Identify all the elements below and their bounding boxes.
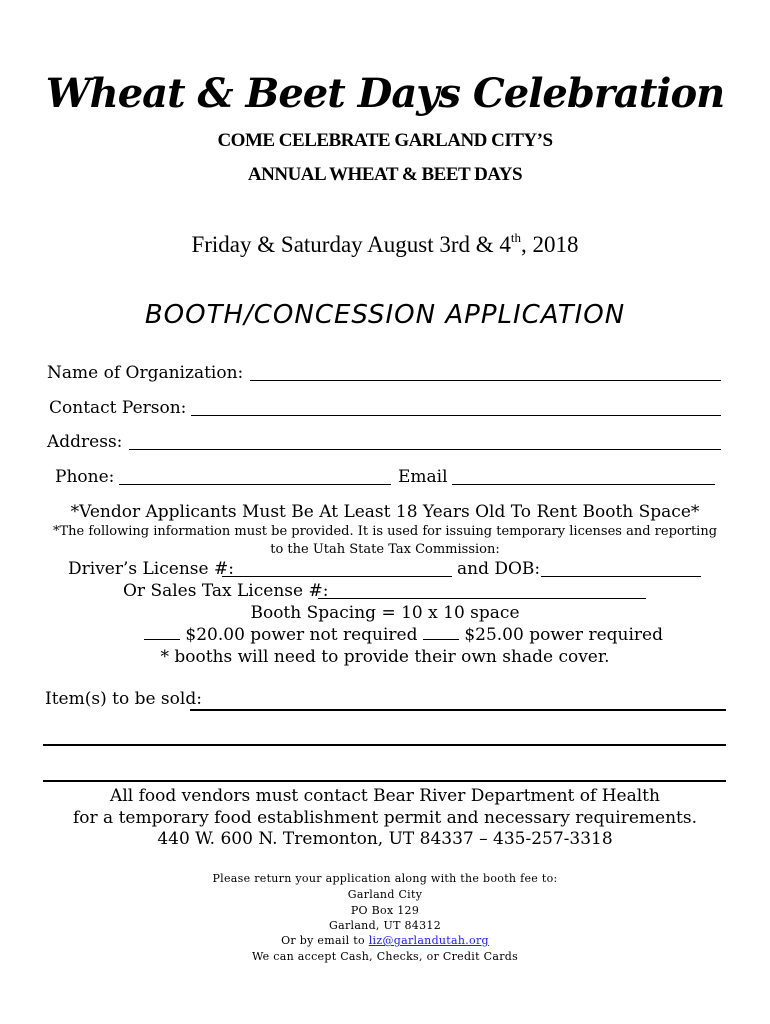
return-name: Garland City: [347, 888, 423, 901]
health-line-3: 440 W. 600 N. Tremonton, UT 84337 – 435-257-3318: [157, 829, 613, 849]
organization-field[interactable]: [250, 380, 721, 381]
dob-label: and DOB:: [457, 559, 541, 579]
return-po-box: PO Box 129: [350, 904, 420, 917]
email-line: [0, 934, 770, 947]
date-superscript: th: [510, 230, 522, 245]
event-title: Wheat & Beet Days Celebration: [45, 70, 725, 117]
sales-tax-field[interactable]: [318, 598, 646, 599]
subtitle-line-1: COME CELEBRATE GARLAND CITY’S: [217, 130, 553, 151]
subtitle-line-2: ANNUAL WHEAT & BEET DAYS: [247, 164, 523, 185]
info-notice-line-2: to the Utah State Tax Commission:: [270, 542, 500, 557]
phone-label: Phone:: [55, 467, 115, 487]
event-date: [0, 232, 770, 258]
booth-spacing: Booth Spacing = 10 x 10 space: [250, 603, 520, 623]
payment-methods: We can accept Cash, Checks, or Credit Cards: [251, 950, 519, 963]
address-field[interactable]: [129, 449, 721, 450]
sales-tax-label: Or Sales Tax License #:: [123, 581, 329, 601]
organization-label: Name of Organization:: [47, 363, 244, 383]
power-option-2-label: $25.00 power required: [464, 625, 663, 645]
email-prefix: Or by email to: [281, 934, 369, 947]
form-title: BOOTH/CONCESSION APPLICATION: [144, 300, 626, 330]
email-label: Email: [398, 467, 448, 487]
return-instructions: Please return your application along with the booth fee to:: [212, 872, 558, 885]
email-field[interactable]: [452, 484, 715, 485]
contact-field[interactable]: [191, 415, 721, 416]
drivers-license-field[interactable]: [222, 576, 452, 577]
items-field-line-2[interactable]: [43, 744, 726, 746]
power-options: [144, 625, 663, 645]
shade-notice: * booths will need to provide their own shade cover.: [160, 647, 610, 667]
email-link[interactable]: liz@garlandutah.org: [368, 934, 489, 947]
items-label: Item(s) to be sold:: [45, 689, 202, 709]
dob-field[interactable]: [541, 576, 701, 577]
health-line-2: for a temporary food establishment permit and necessary requirements.: [73, 808, 697, 828]
phone-field[interactable]: [119, 484, 391, 485]
contact-label: Contact Person:: [49, 398, 187, 418]
info-notice-line-1: *The following information must be provided. It is used for issuing temporary licenses and reporting: [52, 524, 718, 539]
date-suffix: , 2018: [521, 232, 579, 257]
address-label: Address:: [47, 432, 123, 452]
items-field-line-3[interactable]: [43, 780, 726, 782]
items-field-line-1[interactable]: [190, 709, 726, 711]
return-city: Garland, UT 84312: [329, 919, 441, 932]
power-option-1-checkbox[interactable]: [144, 639, 180, 640]
health-line-1: All food vendors must contact Bear River Department of Health: [110, 786, 660, 806]
drivers-license-label: Driver’s License #:: [68, 559, 234, 579]
age-notice: *Vendor Applicants Must Be At Least 18 Years Old To Rent Booth Space*: [70, 502, 700, 522]
date-prefix: Friday & Saturday August 3rd & 4: [191, 232, 511, 257]
power-option-1-label: $20.00 power not required: [185, 625, 418, 645]
power-option-2-checkbox[interactable]: [423, 639, 459, 640]
